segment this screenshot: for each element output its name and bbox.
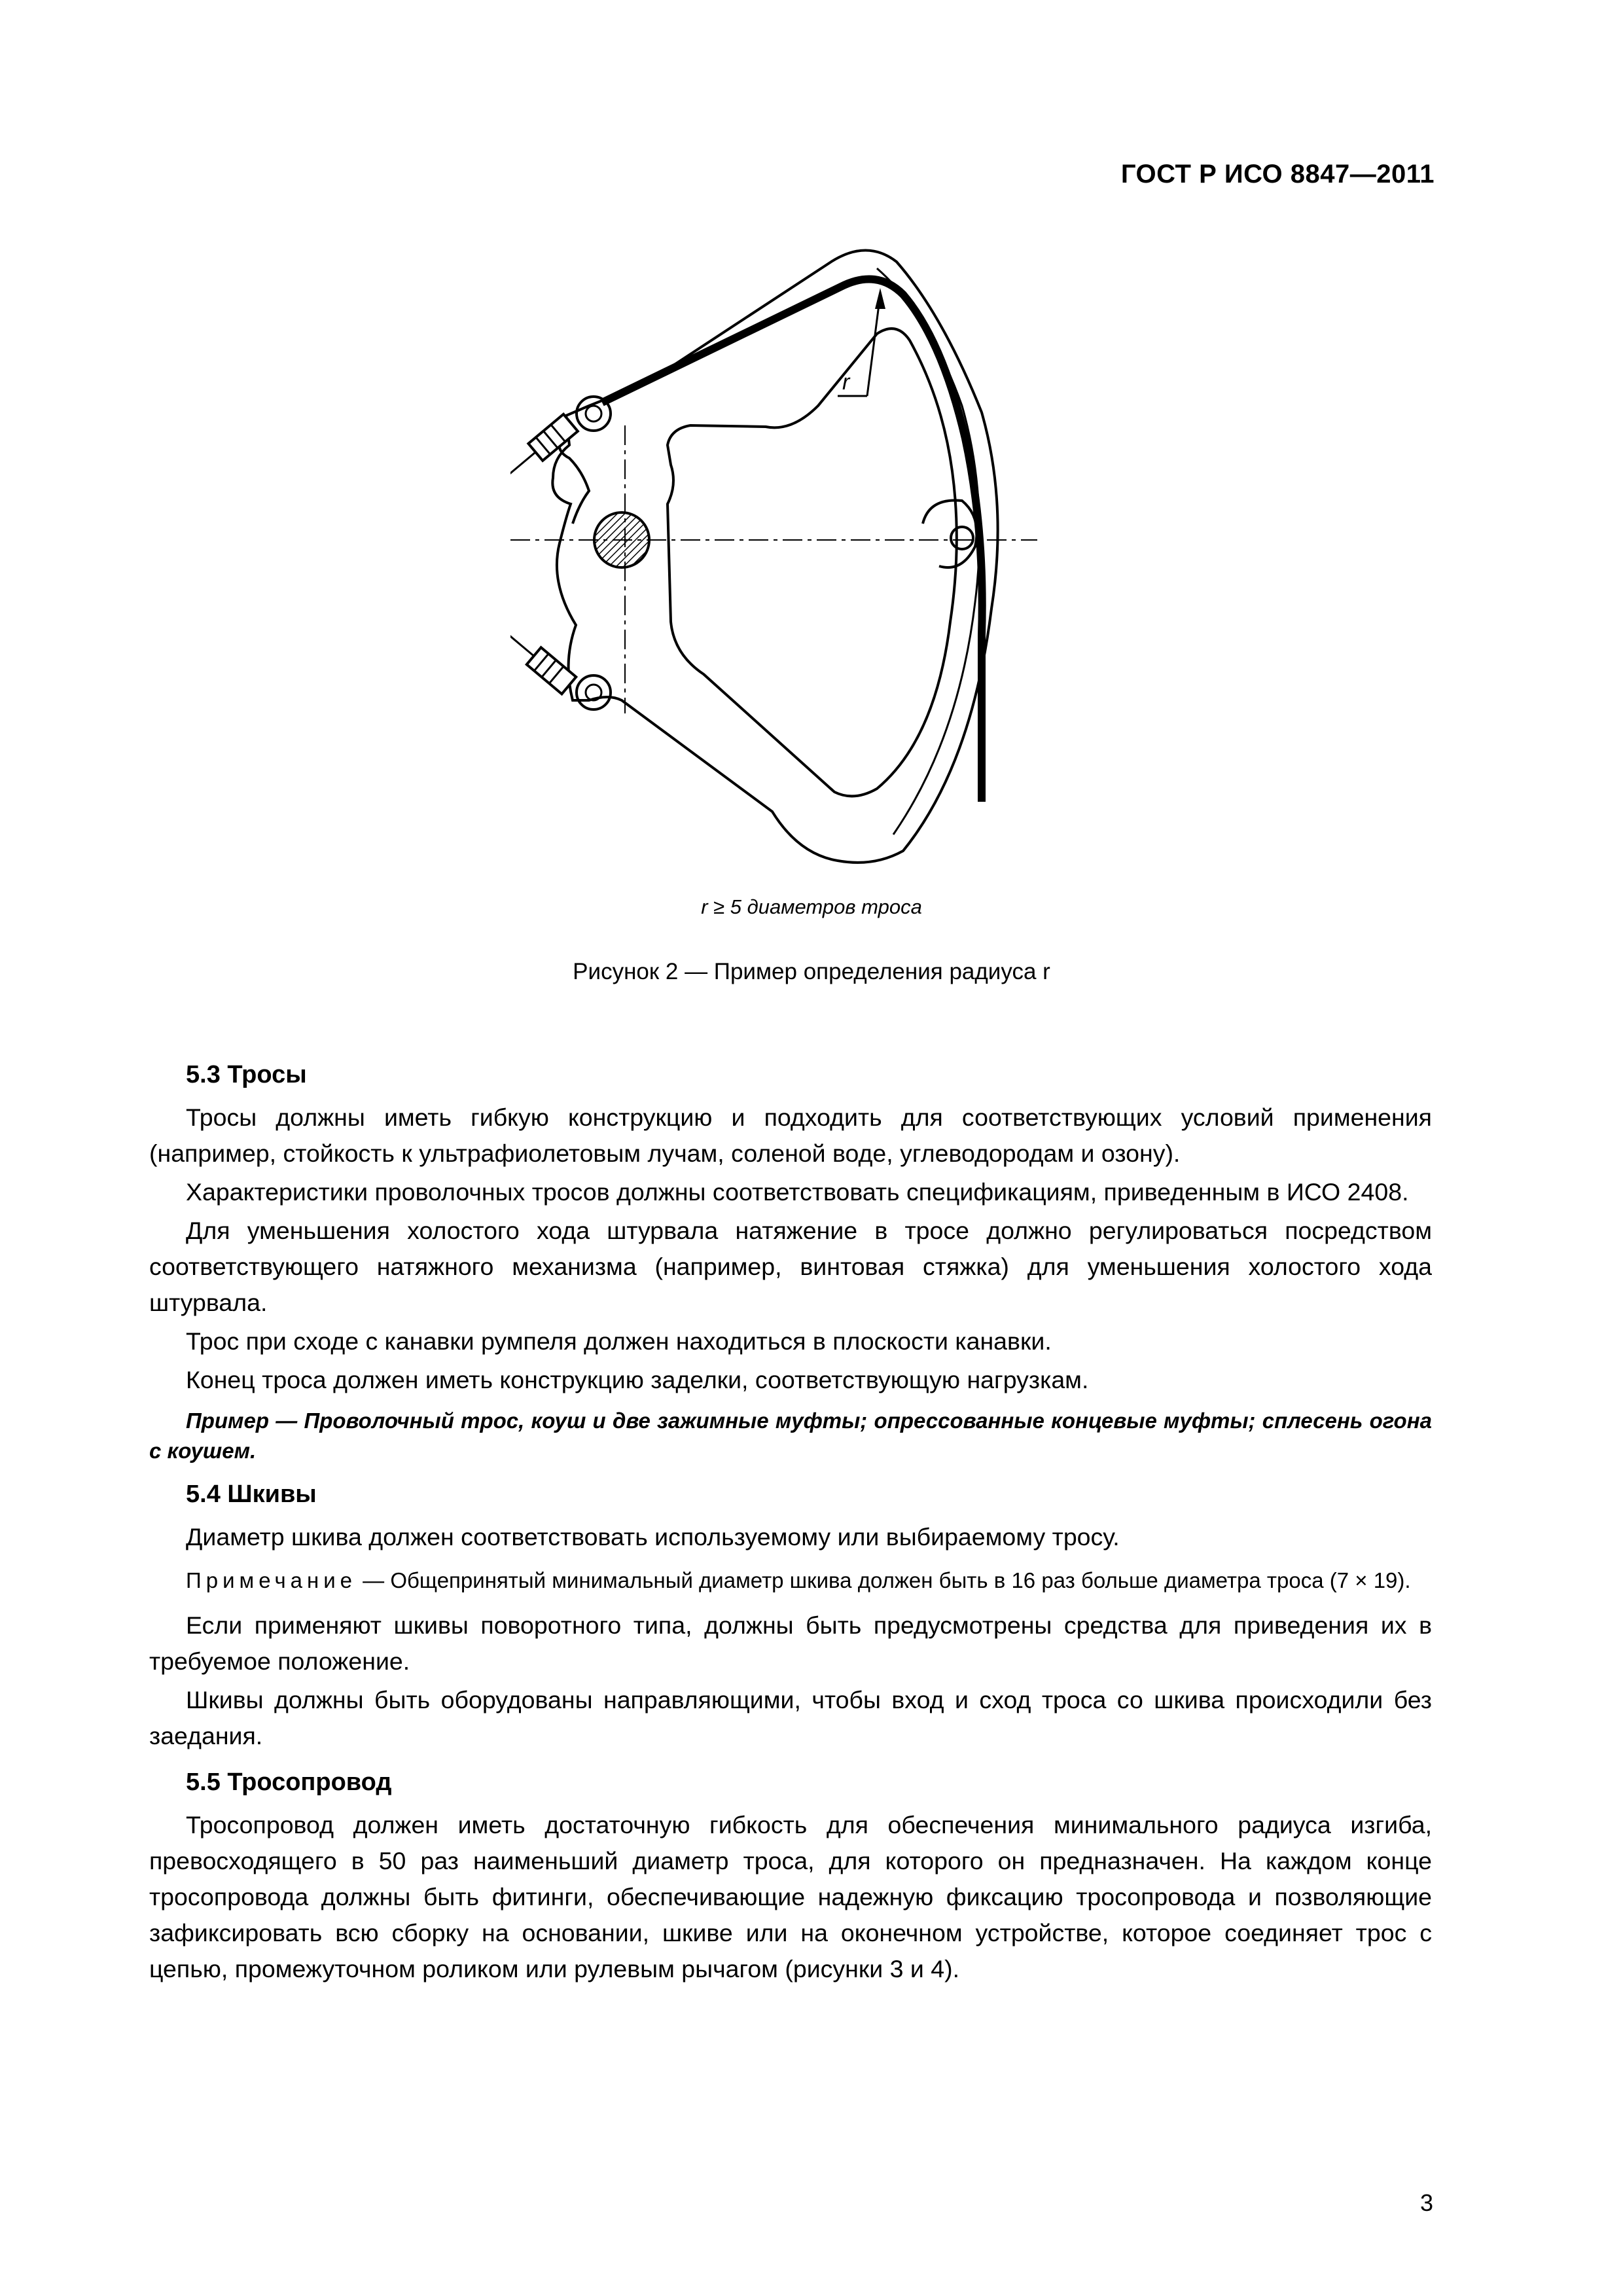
figure-caption: Рисунок 2 — Пример определения радиуса r: [573, 959, 1050, 984]
radius-label: r: [842, 370, 850, 395]
figure-2-quadrant-drawing: [510, 242, 1054, 884]
lower-cable-eye-outer: [577, 675, 611, 709]
shaft-hatched-circle: [594, 512, 649, 567]
quadrant-diagram: [510, 242, 1054, 884]
note-label: Примечание: [186, 1568, 357, 1592]
upper-cable-eye-inner: [586, 406, 601, 422]
section-5-4-paragraph: Шкивы должны быть оборудованы направляющими, чтобы вход и сход троса со шкива происходили без заедания.: [149, 1686, 1432, 1749]
page-number: 3: [1419, 2189, 1433, 2216]
section-5-3-heading: 5.3 Тросы: [186, 1061, 307, 1088]
figure-note: r ≥ 5 диаметров троса: [701, 895, 922, 918]
section-5-3-paragraph: Тросы должны иметь гибкую конструкцию и подходить для соответствующих условий применения (например, стойкость к ультрафиолетовым лучам, соленой воде, углеводородам и озону).: [149, 1103, 1432, 1167]
right-lug-hole: [951, 527, 973, 549]
right-lug: [923, 500, 977, 567]
section-5-3-paragraph: Конец троса должен иметь конструкцию заделки, соответствующую нагрузкам.: [186, 1366, 1089, 1393]
section-5-4-note: [149, 1566, 1432, 1596]
rim-groove-line: [877, 268, 980, 834]
section-5-3-paragraph: Для уменьшения холостого хода штурвала натяжение в тросе должно регулироваться посредством соответствующего натяжного механизма (например, винтовая стяжка) для уменьшения холостого хода штурвала.: [149, 1217, 1432, 1316]
upper-turnbuckle: [510, 414, 578, 490]
section-5-4-paragraph: Если применяют шкивы поворотного типа, должны быть предусмотрены средства для приведения их в требуемое положение.: [149, 1611, 1432, 1675]
section-5-5-heading: 5.5 Тросопровод: [186, 1768, 392, 1796]
section-5-4-heading: 5.4 Шкивы: [186, 1480, 317, 1508]
quadrant-inner-cutout: [668, 329, 957, 796]
radius-arrowhead: [875, 288, 885, 309]
section-5-5-paragraph: Тросопровод должен иметь достаточную гибкость для обеспечения минимального радиуса изгиба, превосходящего в 50 раз наименьший диаметр троса, для которого он предназначен. На каждом конце тросопровода должны быть фитинги, обеспечивающие надежную фиксацию тросопровода и позволяющие зафиксировать всю сборку на основании, шкиве или на оконечном устройстве, которое соединяет трос с цепью, промежуточном роликом или рулевым рычагом (рисунки 3 и 4).: [149, 1811, 1432, 1982]
section-5-3-example: Пример — Проволочный трос, коуш и две зажимные муфты; опрессованные концевые муфты; сплесень огона с коушем.: [149, 1408, 1432, 1463]
document-header: ГОСТ Р ИСО 8847—2011: [1120, 160, 1435, 188]
section-5-3-paragraph: Характеристики проволочных тросов должны соответствовать спецификациям, приведенным в ИСО 2408.: [186, 1178, 1409, 1206]
note-text: — Общепринятый минимальный диаметр шкива должен быть в 16 раз больше диаметра троса (7 × 19).: [357, 1568, 1411, 1592]
section-5-4-paragraph: Диаметр шкива должен соответствовать используемому или выбираемому тросу.: [186, 1523, 1120, 1551]
section-5-3-paragraph: Трос при сходе с канавки румпеля должен находиться в плоскости канавки.: [186, 1327, 1052, 1355]
document-body: [149, 1057, 1432, 1987]
lower-turnbuckle: [510, 618, 576, 694]
